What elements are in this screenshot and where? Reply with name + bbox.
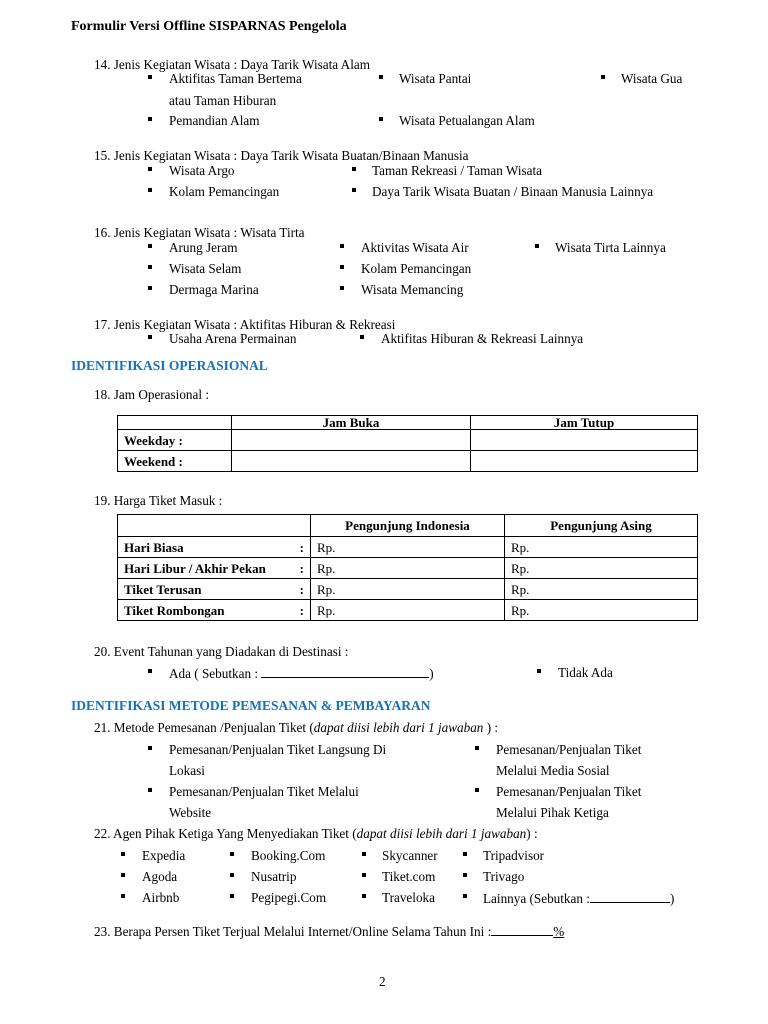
option-label: Pemesanan/Penjualan Tiket: [496, 742, 642, 757]
checkbox-bullet[interactable]: [148, 117, 152, 121]
checkbox-bullet[interactable]: [148, 335, 152, 339]
checkbox-bullet[interactable]: [230, 852, 234, 856]
checkbox-bullet[interactable]: [535, 244, 539, 248]
input-weekend-buka[interactable]: [232, 451, 471, 472]
checkbox-bullet[interactable]: [463, 894, 467, 898]
checkbox-bullet[interactable]: [148, 788, 152, 792]
option-label-cont: atau Taman Hiburan: [169, 93, 277, 108]
title-text: 22. Agen Pihak Ketiga Yang Menyediakan Tiket (: [94, 826, 357, 841]
option-label: Wisata Argo: [169, 163, 235, 178]
sebutkan-agent-field[interactable]: [590, 891, 670, 903]
option-label: Pemandian Alam: [169, 113, 260, 128]
checkbox-bullet[interactable]: [379, 117, 383, 121]
option-label: Lainnya (Sebutkan :: [483, 891, 590, 906]
question-18-title: 18. Jam Operasional :: [94, 387, 209, 402]
option-label: Wisata Selam: [169, 261, 242, 276]
question-23-title: 23. Berapa Persen Tiket Terjual Melalui Internet/Online Selama Tahun Ini :: [94, 924, 492, 939]
option-label: Kolam Pemancingan: [169, 184, 280, 199]
row-label-weekend: Weekend :: [118, 451, 232, 472]
row-label: Tiket Rombongan: [124, 602, 225, 618]
checkbox-bullet[interactable]: [230, 894, 234, 898]
col-header-asing: Pengunjung Asing: [505, 515, 698, 537]
row-label: Tiket Terusan: [124, 581, 202, 597]
input-price-indonesia[interactable]: Rp.: [311, 579, 505, 600]
option-label: Pemesanan/Penjualan Tiket: [496, 784, 642, 799]
option-label: Wisata Pantai: [399, 71, 472, 86]
row-colon: :: [299, 539, 304, 555]
input-weekend-tutup[interactable]: [471, 451, 698, 472]
ticket-price-table: [117, 514, 698, 621]
option-label: Pemesanan/Penjualan Tiket Melalui: [169, 784, 359, 799]
option-label: Daya Tarik Wisata Buatan / Binaan Manusia Lainnya: [372, 184, 654, 199]
option-label-cont: Website: [169, 805, 212, 820]
input-price-indonesia[interactable]: Rp.: [311, 558, 505, 579]
checkbox-bullet[interactable]: [121, 873, 125, 877]
input-weekday-buka[interactable]: [232, 430, 471, 451]
checkbox-bullet[interactable]: [475, 788, 479, 792]
input-price-indonesia[interactable]: Rp.: [311, 600, 505, 621]
checkbox-bullet[interactable]: [537, 669, 541, 673]
row-colon: :: [299, 602, 304, 618]
option-label: Dermaga Marina: [169, 282, 259, 297]
agent-option-other: [483, 891, 674, 905]
input-price-asing[interactable]: Rp.: [505, 558, 698, 579]
option-label: Aktifitas Taman Bertema: [169, 71, 302, 86]
option-label: Wisata Gua: [621, 71, 683, 86]
option-label-cont: Lokasi: [169, 763, 205, 778]
checkbox-bullet[interactable]: [340, 244, 344, 248]
title-note: dapat diisi lebih dari 1 jawaban: [313, 720, 484, 735]
question-15-title: 15. Jenis Kegiatan Wisata : Daya Tarik Wisata Buatan/Binaan Manusia: [94, 148, 469, 163]
option-label: Ada ( Sebutkan :: [169, 666, 262, 681]
page-number: 2: [379, 974, 386, 989]
checkbox-bullet[interactable]: [379, 75, 383, 79]
option-label: Aktifitas Hiburan & Rekreasi Lainnya: [381, 331, 584, 346]
input-price-indonesia[interactable]: Rp.: [311, 537, 505, 558]
question-20-title: 20. Event Tahunan yang Diadakan di Destinasi :: [94, 644, 349, 659]
checkbox-bullet[interactable]: [362, 873, 366, 877]
row-colon: :: [299, 581, 304, 597]
agent-option: Tiket.com: [382, 869, 436, 884]
agent-option: Nusatrip: [251, 869, 297, 884]
option-label: Pemesanan/Penjualan Tiket Langsung Di: [169, 742, 387, 757]
title-text: 21. Metode Pemesanan /Penjualan Tiket (: [94, 720, 314, 735]
checkbox-bullet[interactable]: [230, 873, 234, 877]
title-note: dapat diisi lebih dari 1 jawaban: [356, 826, 527, 841]
percent-online-field[interactable]: [491, 924, 553, 936]
checkbox-bullet[interactable]: [340, 265, 344, 269]
row-label: Hari Biasa: [124, 539, 184, 555]
option-label: Wisata Petualangan Alam: [399, 113, 535, 128]
option-label: Arung Jeram: [169, 240, 238, 255]
checkbox-bullet[interactable]: [148, 167, 152, 171]
col-header-jam-tutup: Jam Tutup: [471, 416, 698, 430]
checkbox-bullet[interactable]: [463, 873, 467, 877]
option-label: Kolam Pemancingan: [361, 261, 472, 276]
agent-option: Pegipegi.Com: [251, 890, 327, 905]
checkbox-bullet[interactable]: [475, 746, 479, 750]
option-label: Taman Rekreasi / Taman Wisata: [372, 163, 542, 178]
sebutkan-event-field[interactable]: [261, 666, 429, 678]
checkbox-bullet[interactable]: [148, 75, 152, 79]
checkbox-bullet[interactable]: [362, 852, 366, 856]
question-22-title: [94, 827, 538, 840]
percent-sign: %: [553, 924, 565, 939]
question-16-title: 16. Jenis Kegiatan Wisata : Wisata Tirta: [94, 225, 305, 240]
checkbox-bullet[interactable]: [148, 669, 152, 673]
option-label-close: ): [429, 666, 434, 681]
question-19-title: 19. Harga Tiket Masuk :: [94, 493, 223, 508]
agent-option: Booking.Com: [251, 848, 326, 863]
checkbox-bullet[interactable]: [121, 894, 125, 898]
section-heading-pemesanan: IDENTIFIKASI METODE PEMESANAN & PEMBAYARAN: [71, 698, 431, 713]
agent-option: Tripadvisor: [483, 848, 545, 863]
option-label: Wisata Tirta Lainnya: [555, 240, 666, 255]
agent-option: Trivago: [483, 869, 525, 884]
question-14-title: 14. Jenis Kegiatan Wisata : Daya Tarik Wisata Alam: [94, 57, 370, 72]
checkbox-bullet[interactable]: [340, 286, 344, 290]
operating-hours-table: [117, 415, 698, 472]
col-header-jam-buka: Jam Buka: [232, 416, 471, 430]
row-label-weekday: Weekday :: [118, 430, 232, 451]
row-label: Hari Libur / Akhir Pekan: [124, 560, 266, 576]
checkbox-bullet[interactable]: [148, 244, 152, 248]
agent-option: Skycanner: [382, 848, 438, 863]
checkbox-bullet[interactable]: [148, 188, 152, 192]
option-ada: [169, 666, 434, 680]
checkbox-bullet[interactable]: [148, 265, 152, 269]
title-text-end: ) :: [483, 720, 499, 735]
checkbox-bullet[interactable]: [352, 167, 356, 171]
agent-option: Agoda: [142, 869, 178, 884]
option-label-close: ): [669, 891, 675, 906]
option-label: Aktivitas Wisata Air: [361, 240, 469, 255]
agent-option: Traveloka: [382, 890, 435, 905]
row-colon: :: [299, 560, 304, 576]
input-price-asing[interactable]: Rp.: [505, 600, 698, 621]
option-label: Wisata Memancing: [361, 282, 464, 297]
checkbox-bullet[interactable]: [352, 188, 356, 192]
option-label: Usaha Arena Permainan: [169, 331, 297, 346]
table-corner: [118, 515, 311, 537]
option-label-cont: Melalui Pihak Ketiga: [496, 805, 609, 820]
option-label-cont: Melalui Media Sosial: [496, 763, 610, 778]
input-weekday-tutup[interactable]: [471, 430, 698, 451]
checkbox-bullet[interactable]: [360, 335, 364, 339]
input-price-asing[interactable]: Rp.: [505, 579, 698, 600]
col-header-indonesia: Pengunjung Indonesia: [311, 515, 505, 537]
question-23: [94, 924, 564, 938]
title-text-end: ) :: [526, 826, 538, 841]
checkbox-bullet[interactable]: [362, 894, 366, 898]
input-price-asing[interactable]: Rp.: [505, 537, 698, 558]
checkbox-bullet[interactable]: [463, 852, 467, 856]
section-heading-operasional: IDENTIFIKASI OPERASIONAL: [71, 358, 268, 373]
option-label: Tidak Ada: [558, 665, 613, 680]
agent-option: Expedia: [142, 848, 186, 863]
question-17-title: 17. Jenis Kegiatan Wisata : Aktifitas Hiburan & Rekreasi: [94, 317, 396, 332]
agent-option: Airbnb: [142, 890, 180, 905]
checkbox-bullet[interactable]: [121, 852, 125, 856]
question-21-title: [94, 721, 498, 734]
page-title: Formulir Versi Offline SISPARNAS Pengelola: [71, 19, 347, 34]
table-corner: [118, 416, 232, 430]
checkbox-bullet[interactable]: [601, 75, 605, 79]
checkbox-bullet[interactable]: [148, 746, 152, 750]
checkbox-bullet[interactable]: [148, 286, 152, 290]
